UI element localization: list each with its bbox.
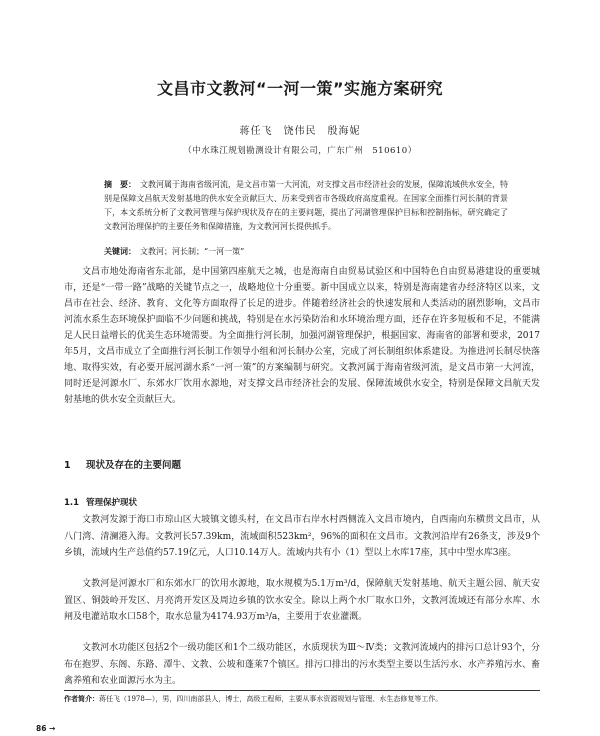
author-list: 蒋任飞 饶伟民 殷海妮	[239, 126, 361, 137]
keywords-text: 文教河；河长制；“一河一策”	[140, 247, 245, 256]
keywords-label: 关键词：	[104, 247, 136, 256]
author-affiliation: （中水珠江规划勘测设计有限公司，广东广州 510610）	[183, 146, 417, 156]
paper-title: 文昌市文教河“一河一策”实施方案研究	[156, 79, 444, 98]
author-footnote	[64, 694, 540, 704]
footnote-label: 作者简介：	[64, 695, 99, 703]
keywords	[104, 246, 508, 258]
abstract	[104, 178, 508, 234]
intro-paragraph: 文昌市地处海南省东北部，是中国第四座航天之城，也是海南自由贸易试验区和中国特色自由贸易港建设的重要城市，还是“一带一路”战略的关键节点之一，战略地位十分重要。新中国成立以来，特别是海南建省办经济特区以来，文昌市在社会、经济、教育、文化等方面取得了长足的进步。伴随着经济社会的快速发展和人类活动的剧烈影响，文昌市河流水系生态环境保护面临不少问题和挑战，特别是在水污染防治和水环境治理方面，还存在许多短板和不足，不能满足人民日益增长的优美生态环境需要。为全面推行河长制，加强河湖管理保护，根据国家、海南省的部署和要求，2017年5月，文昌市成立了全面推行河长制工作领导小组和河长制办公室，完成了河长制组织体系建设。为推进河长制尽快落地、取得实效，有必要开展河湖水系“一河一策”的方案编制与研究。文教河属于海南省级河流，是文昌市第一大河流，同时还是河源水厂、东郊水厂饮用水源地，对支撑文昌市经济社会的发展、保障流域供水安全，特别是保障文昌航天发射基地的供水安全贡献巨大。	[64, 267, 540, 405]
body-paragraph: 文教河发源于海口市琼山区大坡镇文德头村，在文昌市右岸水村西侧流入文昌市境内，自西南向东横贯文昌市，从八门湾、清澜港入海。文教河长57.39km，流域面积523km²，96%的面积在文昌市。文教河沿岸有26条支，涉及9个乡镇，流域内生产总值约57.19亿元，人口10.14万人。流域内共有小（1）型以上水库17座，其中中型水库3座。	[64, 515, 540, 558]
section-heading-1	[64, 457, 540, 471]
subsection-heading-1-1	[64, 496, 540, 508]
subsection-number: 1.1	[64, 498, 80, 508]
section-title: 现状及存在的主要问题	[86, 460, 182, 471]
body-paragraph: 文教河水功能区包括2个一级功能区和1个二级功能区，水质现状为Ⅲ～Ⅳ类；文教河流域内的排污口总计93个，分布在抱罗、东阁、东路、潭牛、文教、公坡和蓬莱7个镇区。排污口排出的污水类型主要以生活污水、水产养殖污水、畜禽养殖和农业面源污水为主。	[64, 643, 540, 686]
subsection-title: 管理保护现状	[86, 498, 138, 508]
footnote-text: 蒋任飞（1978—），男，四川南部县人，博士，高级工程师，主要从事水资源规划与管理、水生态修复等工作。	[99, 695, 443, 703]
abstract-label: 摘 要：	[104, 180, 136, 189]
footnote-divider	[64, 690, 540, 691]
abstract-text: 文教河属于海南省级河流，是文昌市第一大河流，对支撑文昌市经济社会的发展，保障流域供水安全，特别是保障文昌航天发射基地的供水安全贡献巨大、历来受到省市各级政府高度重视。在国家全面推行河长制的背景下，本文系统分析了文教河管理与保护现状及存在的主要问题，提出了河湖管理保护目标和控制指标，研究确定了文教河治理保护的主要任务和保障措施，为文教河河长提供抓手。	[104, 180, 508, 231]
section-number: 1	[64, 460, 71, 471]
body-paragraph: 文教河是河源水厂和东郊水厂的饮用水源地，取水规模为5.1万m³/d，保障航天发射基地、航天主题公园、航天安置区、铜鼓岭开发区、月亮湾开发区及周边乡镇的饮水安全。除以上两个水厂取水口外，文教河流域还有部分水库、水闸及电灌站取水口58个，取水总量为4174.93万m³/a，主要用于农业灌溉。	[64, 579, 540, 622]
page-number: 86 →	[36, 724, 56, 733]
